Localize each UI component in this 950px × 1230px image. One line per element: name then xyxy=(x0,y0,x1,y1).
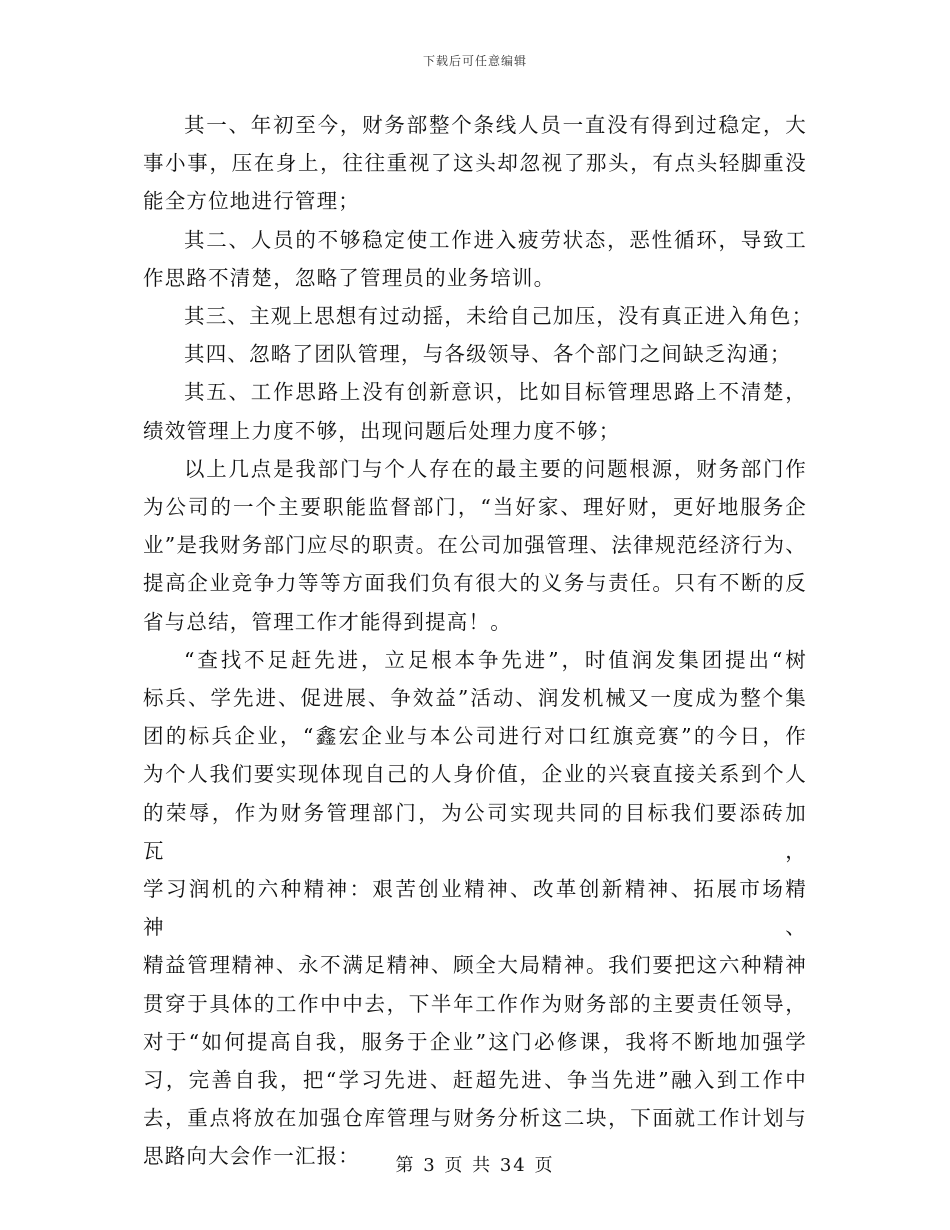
page-number: 第 3 页 共 34 页 xyxy=(395,1155,555,1176)
text-line: 的荣辱，作为财务管理部门，为公司实现共同的目标我们要添砖加瓦， xyxy=(143,800,807,863)
text-line: 绩效管理上力度不够，出现问题后处理力度不够； xyxy=(143,418,621,443)
text-line: 作思路不清楚，忽略了管理员的业务培训。 xyxy=(143,265,556,290)
text-line: 其四、忽略了团队管理，与各级领导、各个部门之间缺乏沟通； xyxy=(184,342,792,367)
paragraph-2 xyxy=(143,221,807,297)
text-line: 其三、主观上思想有过动摇，未给自己加压，没有真正进入角色； xyxy=(184,304,814,329)
paragraph-6 xyxy=(143,450,807,641)
text-line: 习，完善自我，把“学习先进、赶超先进、争当先进”融入到工作中 xyxy=(143,1068,807,1093)
document-body xyxy=(143,106,814,1176)
text-line: 其五、工作思路上没有创新意识，比如目标管理思路上不清楚， xyxy=(184,380,807,405)
text-line: 团的标兵企业，“鑫宏企业与本公司进行对口红旗竞赛”的今日，作 xyxy=(143,724,807,749)
page-header: 下载后可任意编辑 xyxy=(422,54,527,68)
text-line: 学习润机的六种精神：艰苦创业精神、改革创新精神、拓展市场精神、 xyxy=(143,877,807,940)
text-line: 省与总结，管理工作才能得到提高！。 xyxy=(143,609,512,634)
text-line: 其二、人员的不够稳定使工作进入疲劳状态，恶性循环，导致工 xyxy=(184,227,807,252)
paragraph-4 xyxy=(143,335,807,373)
text-line: 贯穿于具体的工作中中去，下半年工作作为财务部的主要责任领导， xyxy=(143,991,807,1016)
paragraph-1 xyxy=(143,106,807,221)
text-line: 标兵、学先进、促进展、争效益”活动、润发机械又一度成为整个集 xyxy=(143,686,807,711)
text-line: 去，重点将放在加强仓库管理与财务分析这二块，下面就工作计划与 xyxy=(143,1106,807,1131)
text-line: “查找不足赶先进，立足根本争先进”，时值润发集团提出“树 xyxy=(184,647,807,672)
paragraph-5 xyxy=(143,373,807,449)
text-line: 精益管理精神、永不满足精神、顾全大局精神。我们要把这六种精神 xyxy=(143,953,807,978)
paragraph-3 xyxy=(143,297,814,335)
paragraph-7 xyxy=(143,641,807,1176)
text-line: 为个人我们要实现体现自己的人身价值，企业的兴衰直接关系到个人 xyxy=(143,762,807,787)
text-line: 以上几点是我部门与个人存在的最主要的问题根源，财务部门作 xyxy=(184,456,807,481)
text-line: 事小事，压在身上，往往重视了这头却忽视了那头，有点头轻脚重没 xyxy=(143,151,807,176)
text-line: 对于“如何提高自我，服务于企业”这门必修课，我将不断地加强学 xyxy=(143,1029,807,1054)
text-line: 业”是我财务部门应尽的职责。在公司加强管理、法律规范经济行为、 xyxy=(143,533,807,558)
text-line: 为公司的一个主要职能监督部门，“当好家、理好财，更好地服务企 xyxy=(143,495,807,520)
text-line: 其一、年初至今，财务部整个条线人员一直没有得到过稳定，大 xyxy=(184,113,807,137)
text-line: 思路向大会作一汇报： xyxy=(143,1144,360,1169)
text-line: 提高企业竞争力等等方面我们负有很大的义务与责任。只有不断的反 xyxy=(143,571,807,596)
text-line: 能全方位地进行管理； xyxy=(143,189,360,214)
